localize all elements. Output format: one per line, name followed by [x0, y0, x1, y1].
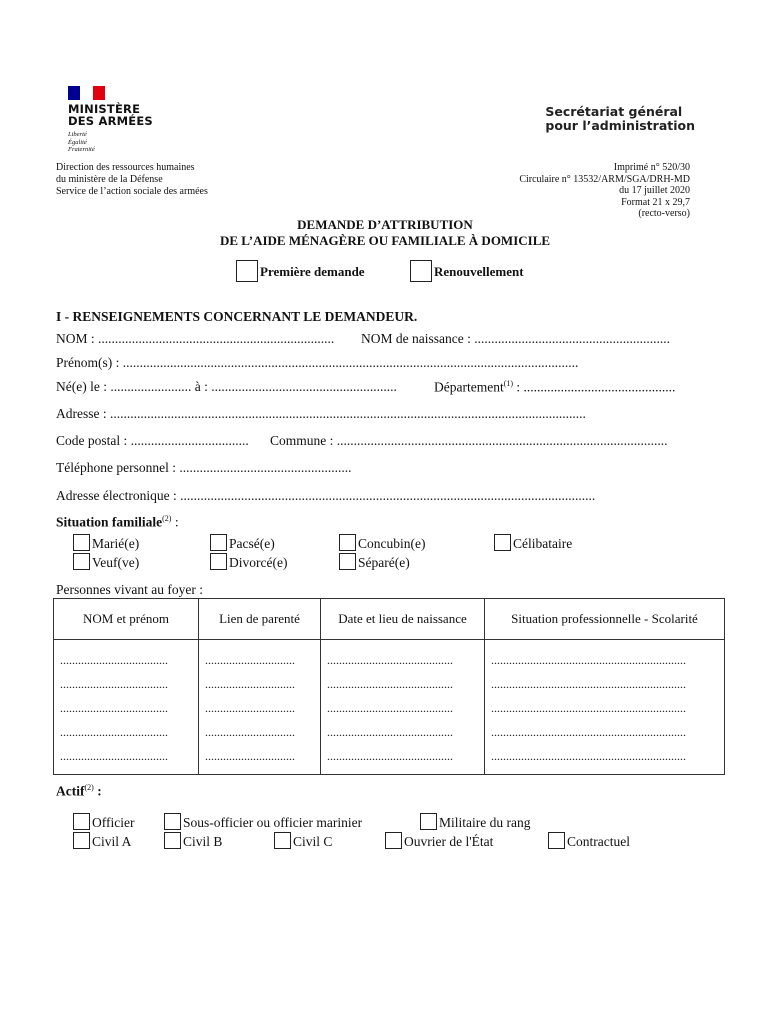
header-right-line: Imprimé n° 520/30 — [613, 162, 690, 173]
actif-heading — [56, 783, 102, 800]
logo-motto: Liberté Égalité Fraternité — [68, 131, 95, 153]
option-label: Pacsé(e) — [229, 536, 275, 551]
flag-icon — [68, 86, 105, 100]
table-cell[interactable]: .......................................... — [321, 640, 485, 673]
option-civil-b[interactable] — [164, 832, 222, 850]
situation-colon: : — [171, 514, 179, 530]
situation-label: Situation familiale — [56, 514, 163, 530]
actif-label: Actif — [56, 783, 85, 799]
actif-colon: : — [93, 783, 102, 799]
option-officier[interactable] — [73, 813, 134, 831]
header-right-line: Format 21 x 29,7 — [621, 196, 690, 208]
checkbox[interactable] — [410, 260, 432, 282]
footnote-ref: (2) — [84, 783, 94, 792]
option-pacse[interactable] — [210, 534, 275, 552]
option-sous-officier[interactable] — [164, 813, 362, 831]
ministere-logo — [68, 86, 153, 154]
checkbox[interactable] — [494, 534, 511, 551]
option-label: Civil B — [183, 834, 223, 849]
option-marie[interactable] — [73, 534, 139, 552]
table-cell[interactable]: .................................... — [54, 720, 199, 744]
header-right-line: (recto-verso) — [638, 208, 690, 219]
option-label: Militaire du rang — [439, 815, 531, 830]
option-label: Célibataire — [513, 536, 573, 551]
form-title — [0, 217, 770, 249]
checkbox[interactable] — [164, 832, 181, 849]
option-label: Sous-officier ou officier marinier — [183, 815, 363, 830]
table-cell[interactable]: ................................................................. — [485, 672, 725, 696]
option-civil-a[interactable] — [73, 832, 131, 850]
column-header: NOM et prénom — [54, 599, 199, 640]
foyer-label: Personnes vivant au foyer : — [56, 582, 203, 597]
option-label: Veuf(ve) — [92, 555, 140, 570]
footnote-ref: (2) — [162, 514, 172, 523]
table-cell[interactable]: ................................................................. — [485, 744, 725, 775]
option-label: Officier — [92, 815, 135, 830]
checkbox[interactable] — [420, 813, 437, 830]
column-header: Date et lieu de naissance — [321, 599, 485, 640]
option-militaire-rang[interactable] — [420, 813, 530, 831]
header-right-line: Circulaire n° 13532/ARM/SGA/DRH-MD — [519, 173, 690, 185]
checkbox[interactable] — [339, 534, 356, 551]
table-cell[interactable]: .............................. — [199, 744, 321, 775]
option-label: Concubin(e) — [358, 536, 426, 551]
table-cell[interactable]: .................................... — [54, 696, 199, 720]
table-row — [54, 720, 725, 744]
header-left-line: Service de l’action sociale des armées — [56, 186, 208, 197]
table-row — [54, 696, 725, 720]
table-cell[interactable]: .......................................... — [321, 720, 485, 744]
table-cell[interactable]: ................................................................. — [485, 720, 725, 744]
table-row — [54, 640, 725, 673]
table-cell[interactable]: .............................. — [199, 720, 321, 744]
header-right-line: du 17 juillet 2020 — [619, 185, 690, 196]
checkbox[interactable] — [385, 832, 402, 849]
form-title-line1: DEMANDE D’ATTRIBUTION — [297, 217, 473, 232]
table-cell[interactable]: ................................................................. — [485, 640, 725, 673]
option-label: Séparé(e) — [358, 555, 410, 570]
checkbox[interactable] — [210, 553, 227, 570]
option-separe[interactable] — [339, 553, 410, 571]
departement-label: Département — [434, 379, 504, 395]
situation-heading — [56, 514, 179, 531]
checkbox[interactable] — [73, 813, 90, 830]
commune-field[interactable]: Commune : .................................................................................................. — [270, 433, 668, 448]
option-label: Civil A — [92, 834, 132, 849]
checkbox[interactable] — [339, 553, 356, 570]
header-left-line: Direction des ressources humaines — [56, 162, 195, 173]
option-label: Marié(e) — [92, 536, 140, 551]
column-header: Situation professionnelle - Scolarité — [485, 599, 725, 640]
table-cell[interactable]: .............................. — [199, 640, 321, 673]
nom-naissance-field[interactable]: NOM de naissance : .......................................................... — [361, 331, 670, 346]
table-cell[interactable]: .......................................... — [321, 744, 485, 775]
request-first-label: Première demande — [260, 264, 365, 279]
departement-field[interactable] — [434, 379, 675, 396]
request-renewal[interactable] — [410, 260, 524, 282]
checkbox[interactable] — [274, 832, 291, 849]
table-cell[interactable]: .............................. — [199, 672, 321, 696]
secretariat-title: Secrétariat général pour l’administration — [545, 104, 695, 133]
checkbox[interactable] — [210, 534, 227, 551]
option-veuf[interactable] — [73, 553, 139, 571]
table-header-row — [54, 599, 725, 640]
table-cell[interactable]: .......................................... — [321, 696, 485, 720]
telephone-field[interactable]: Téléphone personnel : ................................................... — [56, 460, 352, 475]
table-cell[interactable]: .................................... — [54, 640, 199, 673]
request-first[interactable] — [236, 260, 365, 282]
option-civil-c[interactable] — [274, 832, 332, 850]
adresse-field[interactable]: Adresse : ............................................................................................................................................. — [56, 406, 586, 421]
option-concubin[interactable] — [339, 534, 425, 552]
column-header: Lien de parenté — [199, 599, 321, 640]
foyer-table — [53, 598, 725, 775]
option-label: Divorcé(e) — [229, 555, 288, 570]
table-cell[interactable]: .............................. — [199, 696, 321, 720]
prenoms-field[interactable]: Prénom(s) : ....................................................................................................................................... — [56, 355, 579, 370]
checkbox[interactable] — [73, 553, 90, 570]
table-cell[interactable]: .......................................... — [321, 672, 485, 696]
table-cell[interactable]: ................................................................. — [485, 696, 725, 720]
request-renewal-label: Renouvellement — [434, 264, 524, 279]
table-cell[interactable]: .................................... — [54, 744, 199, 775]
header-left-line: du ministère de la Défense — [56, 174, 163, 185]
checkbox[interactable] — [73, 832, 90, 849]
option-label: Contractuel — [567, 834, 630, 849]
option-celibataire[interactable] — [494, 534, 572, 552]
code-postal-field[interactable]: Code postal : ................................... — [56, 433, 249, 448]
header-right-block — [519, 162, 690, 220]
checkbox[interactable] — [164, 813, 181, 830]
option-ouvrier-etat[interactable] — [385, 832, 493, 850]
naissance-field[interactable]: Né(e) le : ........................ à : ....................................................... — [56, 379, 397, 394]
table-cell[interactable]: .................................... — [54, 672, 199, 696]
email-field[interactable]: Adresse électronique : ........................................................................................................................... — [56, 488, 596, 503]
checkbox[interactable] — [548, 832, 565, 849]
header-left-block — [56, 162, 208, 198]
form-title-line2: DE L’AIDE MÉNAGÈRE OU FAMILIALE À DOMICILE — [219, 233, 551, 248]
table-row — [54, 744, 725, 775]
option-divorce[interactable] — [210, 553, 287, 571]
option-label: Civil C — [293, 834, 333, 849]
section1-heading: I - RENSEIGNEMENTS CONCERNANT LE DEMANDEUR. — [56, 309, 418, 324]
checkbox[interactable] — [236, 260, 258, 282]
option-contractuel[interactable] — [548, 832, 630, 850]
departement-dots: : ............................................. — [513, 379, 676, 395]
table-row — [54, 672, 725, 696]
checkbox[interactable] — [73, 534, 90, 551]
nom-field[interactable]: NOM : ...................................................................... — [56, 331, 335, 346]
footnote-ref: (1) — [503, 379, 514, 388]
option-label: Ouvrier de l'État — [404, 834, 494, 849]
logo-title: MINISTÈRE DES ARMÉES — [68, 102, 153, 128]
